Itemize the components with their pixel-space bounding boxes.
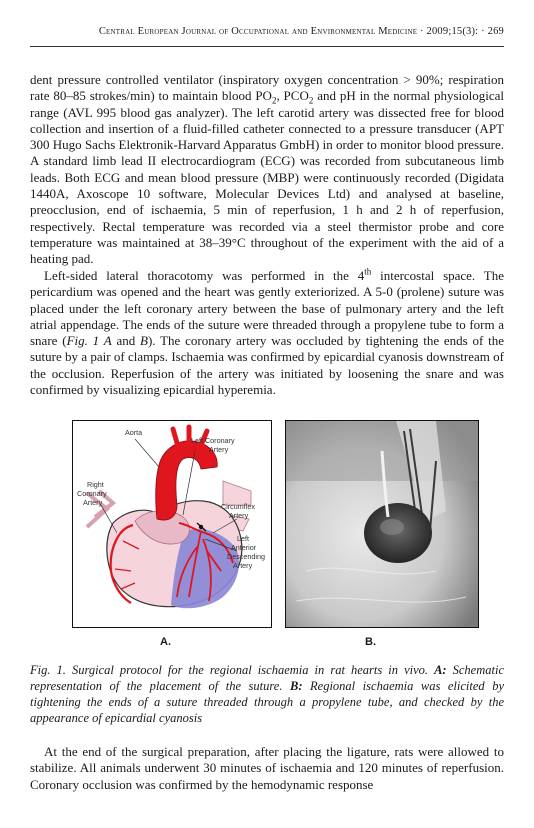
panel-label-b: B. (365, 636, 376, 648)
subscript: 2 (308, 95, 314, 106)
label-rca-2: Coronary (77, 489, 107, 498)
running-header (30, 26, 504, 44)
caption-fig-number: Fig. 1. (30, 663, 66, 677)
paragraph-surgical-preparation: At the end of the surgical preparation, after placing the ligature, rats were allowed to stabilize. All animals underwent 30 minutes of ischaemia and 120 minutes of reperfusion. Coronary occlusion was confirmed by the hemodynamic response (30, 744, 504, 792)
figure-reference: Fig. 1 A (66, 333, 112, 349)
text-run: intercostal space. The pericardium was opened and the heart was gently exteriorized. A 5-0 (prolene) suture was placed under the left coronary artery between the base of pulmonary artery and the left atrial appendage. The ends of the suture were threaded through a propylene tube to form a snare ( (30, 268, 504, 349)
caption-label-a: A: (434, 663, 447, 677)
label-lca-1: Left Coronary (191, 436, 235, 445)
label-circ-1: Circumflex (221, 502, 255, 511)
heart-schematic-svg (73, 421, 271, 627)
label-lad-3: Descending (227, 552, 265, 561)
citation: · 2009;15(3): · 269 (420, 26, 504, 37)
label-rca-3: Artery (83, 498, 103, 507)
text-run: dent pressure controlled ventilator (inspiratory oxygen concentration > 90%; respiration rate 80–85 strokes/min) to maintain blood PO (30, 72, 504, 104)
figure-panel-a-heart-schematic (72, 420, 272, 628)
label-lad-1: Left (237, 534, 249, 543)
caption-text: Regional ischaemia was elicited by tightening the ends of a suture threaded through a propylene tube, and checked by the appearance of epicardial cyanosis (30, 679, 504, 725)
label-lad-4: Artery (233, 561, 253, 570)
label-lad-2: Anterior (231, 543, 257, 552)
paragraph-thoracotomy (30, 268, 504, 398)
label-aorta: Aorta (125, 428, 143, 437)
label-rca-1: Right (87, 480, 104, 489)
superscript: th (364, 266, 372, 277)
text-run: and (111, 333, 141, 349)
text-run: ). The coronary artery was occluded by tightening the ends of the suture by a pair of clamps. Ischaemia was confirmed by epicardial cyanosis downstream of the occlusion. Reperfusion of the artery was initiated by loosening the snare and was confirmed by visualizing epicardial hyperemia. (30, 333, 505, 398)
surgical-photo-svg (286, 421, 478, 627)
text-run: , PCO (276, 88, 309, 104)
label-circ-2: Artery (229, 511, 249, 520)
figure-reference: B (140, 333, 148, 349)
panel-label-a: A. (160, 636, 171, 648)
leader-aorta (135, 439, 159, 467)
caption-label-b: B: (289, 679, 303, 693)
heart-highlight (380, 519, 404, 535)
caption-text: Schematic representation of the placement of the suture. (30, 663, 505, 693)
figure-caption (30, 662, 504, 726)
text-run: and pH in the normal physiological range (AVL 995 blood gas analyzer). The left carotid artery was dissected free for blood collection and insertion of a fluid-filled catheter connected to a pressure transducer (APT 300 Hugo Sachs Elektronik-Harvard Apparatus GmbH) in order to monitor blood pressure. A standard limb lead II electrocardiogram (ECG) was recorded from subcutaneous limb leads. Both ECG and mean blood pressure (MBP) were continuously recorded (Digidata 1440A, Axoscope 10 software, Molecular Devices Ltd) and analysed at baseline, preocclusion, end of ischaemia, 5 min of reperfusion, 1 h and 2 h of reperfusion, respectively. Rectal temperature was recorded via a steel thermistor probe and core temperature was maintained at 38–39°C throughout of the experiment with the aid of a heating pad. (30, 88, 504, 267)
paragraph-methods-ventilation (30, 72, 504, 268)
figure-panel-b-photo (285, 420, 479, 628)
journal-name: Central European Journal of Occupational and Environmental Medicine (98, 26, 418, 37)
label-lca-2: Artery (209, 445, 229, 454)
caption-text: Surgical protocol for the regional ischaemia in rat hearts in vivo. (65, 663, 435, 677)
subscript: 2 (271, 95, 277, 106)
text-run: Left-sided lateral thoracotomy was performed in the 4 (44, 268, 365, 283)
header-rule (30, 46, 504, 47)
